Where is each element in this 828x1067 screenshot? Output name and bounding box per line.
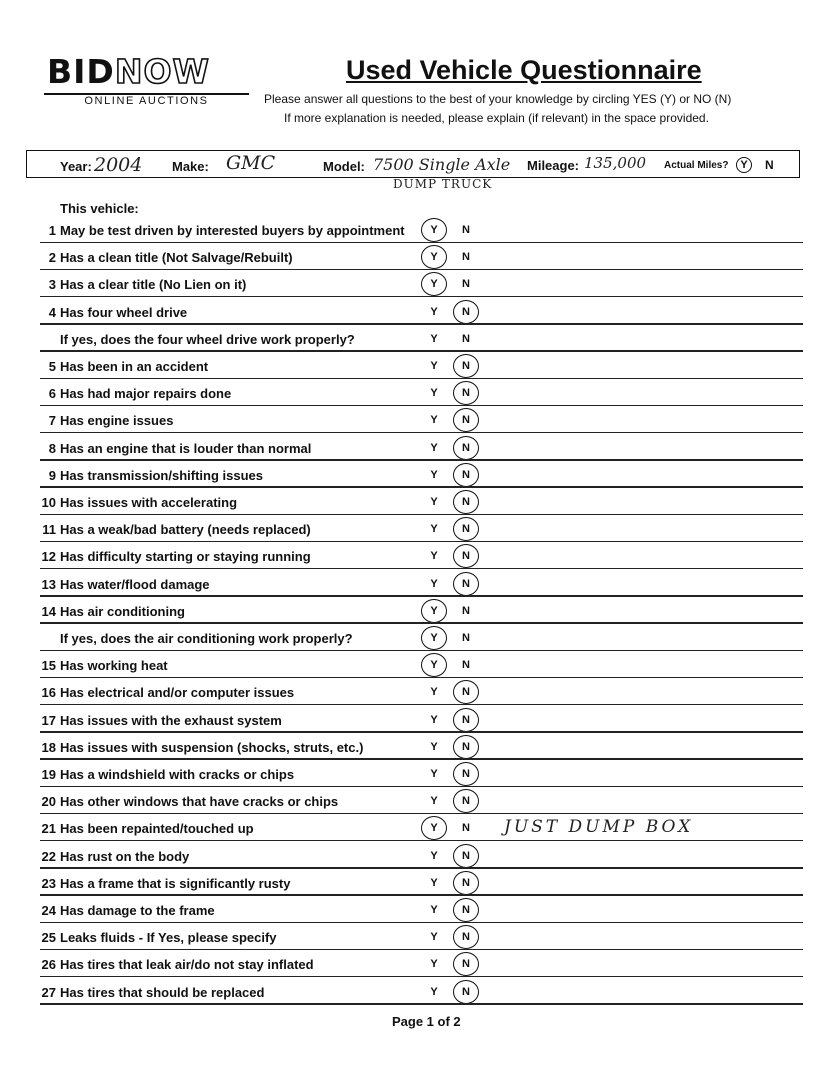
question-row bbox=[40, 814, 803, 841]
answer-no-circle bbox=[453, 952, 479, 976]
answer-yes-option[interactable]: Y bbox=[430, 332, 438, 345]
answer-no-option[interactable]: N bbox=[462, 414, 470, 427]
question-row bbox=[40, 216, 803, 243]
question-text: Has transmission/shifting issues bbox=[60, 467, 264, 483]
answer-no-circle bbox=[453, 354, 479, 378]
question-row bbox=[40, 325, 803, 352]
question-text: Has working heat bbox=[60, 658, 168, 674]
question-number: 18 bbox=[41, 739, 56, 755]
question-number: 13 bbox=[41, 576, 56, 592]
answer-no-option[interactable]: N bbox=[462, 523, 470, 536]
question-row bbox=[40, 678, 803, 705]
answer-yes-option[interactable]: Y bbox=[430, 414, 438, 427]
answer-no-option[interactable]: N bbox=[462, 305, 470, 318]
answer-yes-circle bbox=[421, 245, 447, 269]
question-row bbox=[40, 542, 803, 569]
question-number: 9 bbox=[48, 467, 56, 483]
answer-yes-option[interactable]: Y bbox=[430, 740, 438, 753]
answer-no-option[interactable]: N bbox=[462, 659, 470, 672]
question-number: 24 bbox=[41, 903, 56, 918]
question-row bbox=[40, 787, 803, 814]
question-text: Has other windows that have cracks or chips bbox=[60, 794, 339, 810]
answer-yes-circle bbox=[421, 653, 447, 677]
answer-no-circle bbox=[453, 980, 479, 1004]
question-row bbox=[40, 597, 803, 624]
question-text: Has difficulty starting or staying running bbox=[60, 549, 311, 565]
answer-yes-option[interactable]: Y bbox=[430, 550, 438, 563]
question-text: If yes, does the four wheel drive work properly? bbox=[60, 331, 355, 347]
answer-no-circle bbox=[453, 381, 479, 405]
question-text: Has issues with suspension (shocks, struts, etc.) bbox=[60, 739, 364, 755]
instruction-line-1: Please answer all questions to the best of your knowledge by circling YES (Y) or NO (N) bbox=[264, 92, 732, 106]
question-text: If yes, does the air conditioning work properly? bbox=[60, 631, 353, 646]
question-row bbox=[40, 842, 803, 869]
answer-no-option[interactable]: N bbox=[462, 577, 470, 590]
question-row bbox=[40, 298, 803, 325]
question-number: 22 bbox=[41, 848, 56, 864]
question-number: 23 bbox=[41, 875, 56, 891]
question-row bbox=[40, 352, 803, 379]
answer-no-option[interactable]: N bbox=[462, 251, 470, 264]
answer-no-option[interactable]: N bbox=[462, 849, 470, 862]
question-row bbox=[40, 406, 803, 433]
answer-no-circle bbox=[453, 436, 479, 460]
question-row bbox=[40, 570, 803, 597]
logo-subtitle: ONLINE AUCTIONS bbox=[84, 95, 209, 107]
question-number: 10 bbox=[41, 495, 56, 510]
handwritten-note[interactable]: JUST DUMP BOX bbox=[504, 817, 694, 838]
answer-yes-circle bbox=[421, 218, 447, 242]
answer-yes-option[interactable]: Y bbox=[430, 876, 438, 889]
question-row bbox=[40, 379, 803, 406]
answer-yes-option[interactable]: Y bbox=[430, 931, 438, 944]
question-number: 14 bbox=[41, 603, 56, 619]
page-title: Used Vehicle Questionnaire bbox=[346, 55, 702, 85]
year-value[interactable]: 2004 bbox=[94, 154, 143, 176]
answer-no-option[interactable]: N bbox=[462, 278, 470, 291]
question-text: Has four wheel drive bbox=[60, 304, 188, 320]
question-text: Has damage to the frame bbox=[60, 903, 215, 918]
question-row bbox=[40, 488, 803, 515]
answer-no-option[interactable]: N bbox=[462, 332, 470, 345]
answer-no-option[interactable]: N bbox=[462, 768, 470, 780]
answer-yes-option[interactable]: Y bbox=[430, 713, 438, 726]
answer-no-circle bbox=[453, 300, 479, 324]
question-number: 19 bbox=[41, 767, 56, 782]
question-number: 15 bbox=[41, 658, 56, 674]
answer-no-circle bbox=[453, 572, 479, 596]
answer-yes-option[interactable]: Y bbox=[430, 251, 438, 264]
answer-no-circle bbox=[453, 490, 479, 514]
answer-yes-option[interactable]: Y bbox=[430, 604, 438, 617]
question-row bbox=[40, 923, 803, 950]
answer-no-circle bbox=[453, 680, 479, 704]
question-text: Has issues with the exhaust system bbox=[60, 712, 282, 728]
row-divider bbox=[40, 1003, 803, 1005]
answer-no-circle bbox=[453, 735, 479, 759]
question-number: 20 bbox=[41, 794, 56, 810]
question-text: Has a weak/bad battery (needs replaced) bbox=[60, 522, 311, 538]
question-row bbox=[40, 869, 803, 896]
answer-no-circle bbox=[453, 925, 479, 949]
answer-yes-option[interactable]: Y bbox=[430, 523, 438, 536]
answer-no-option[interactable]: N bbox=[462, 713, 470, 726]
answer-yes-circle bbox=[421, 599, 447, 623]
answer-yes-option[interactable]: Y bbox=[430, 441, 438, 454]
answer-no-option[interactable]: N bbox=[462, 876, 470, 889]
answer-no-option[interactable]: N bbox=[462, 224, 470, 236]
answer-no-option[interactable]: N bbox=[462, 468, 470, 481]
answer-yes-option[interactable]: Y bbox=[430, 496, 438, 508]
instruction-line-2: If more explanation is needed, please explain (if relevant) in the space provided. bbox=[284, 111, 709, 125]
question-text: Has a clear title (No Lien on it) bbox=[60, 277, 247, 293]
answer-yes-option[interactable]: Y bbox=[430, 904, 438, 916]
answer-yes-option[interactable]: Y bbox=[430, 768, 438, 780]
question-number: 3 bbox=[48, 277, 56, 293]
answer-yes-circle bbox=[421, 272, 447, 296]
question-number: 8 bbox=[48, 440, 56, 456]
answer-no-circle bbox=[453, 898, 479, 922]
question-number: 5 bbox=[48, 359, 56, 374]
answer-no-circle bbox=[453, 408, 479, 432]
answer-yes-option[interactable]: Y bbox=[430, 985, 438, 998]
question-row bbox=[40, 706, 803, 733]
answer-yes-option[interactable]: Y bbox=[430, 849, 438, 862]
model-label: Model: bbox=[323, 159, 365, 174]
answer-yes-option[interactable]: Y bbox=[430, 305, 438, 318]
answer-no-option[interactable]: N bbox=[462, 904, 470, 916]
answer-no-circle bbox=[453, 708, 479, 732]
make-value[interactable]: GMC bbox=[226, 152, 276, 174]
model-value-line2[interactable]: DUMP TRUCK bbox=[393, 177, 493, 191]
question-number: 27 bbox=[41, 984, 56, 1000]
question-text: Has rust on the body bbox=[60, 848, 190, 864]
actual-miles-yes-circled[interactable]: Y bbox=[736, 157, 752, 173]
answer-no-circle bbox=[453, 463, 479, 487]
answer-yes-option[interactable]: Y bbox=[430, 387, 438, 400]
question-number: 25 bbox=[41, 930, 56, 946]
answer-yes-option[interactable]: Y bbox=[430, 822, 438, 835]
answer-yes-option[interactable]: Y bbox=[430, 468, 438, 481]
answer-no-option[interactable]: N bbox=[462, 441, 470, 454]
question-row bbox=[40, 978, 803, 1005]
answer-no-option[interactable]: N bbox=[462, 604, 470, 617]
mileage-label: Mileage: bbox=[527, 158, 580, 173]
question-number: 2 bbox=[48, 250, 56, 266]
answer-yes-option[interactable]: Y bbox=[430, 795, 438, 808]
question-number: 11 bbox=[42, 522, 56, 538]
question-number: 21 bbox=[41, 821, 56, 837]
question-row bbox=[40, 950, 803, 977]
question-number: 26 bbox=[41, 957, 56, 973]
question-text: Has water/flood damage bbox=[60, 576, 210, 592]
question-row bbox=[40, 461, 803, 488]
question-number: 12 bbox=[41, 549, 56, 565]
question-row bbox=[40, 733, 803, 760]
answer-yes-option[interactable]: Y bbox=[430, 360, 438, 372]
actual-miles-label: Actual Miles? bbox=[664, 160, 729, 171]
year-label: Year: bbox=[60, 159, 92, 174]
answer-yes-circle bbox=[421, 816, 447, 840]
question-text: Has been repainted/touched up bbox=[60, 821, 254, 837]
question-row bbox=[40, 243, 803, 270]
answer-yes-option[interactable]: Y bbox=[430, 278, 438, 291]
question-number: 4 bbox=[48, 304, 56, 320]
answer-no-circle bbox=[453, 544, 479, 568]
answer-yes-option[interactable]: Y bbox=[430, 224, 438, 236]
logo-outline-text: NOW bbox=[114, 52, 210, 91]
answer-no-option[interactable]: N bbox=[462, 632, 470, 644]
question-text: Has air conditioning bbox=[60, 603, 185, 619]
question-text: Has been in an accident bbox=[60, 359, 209, 374]
answer-no-option[interactable]: N bbox=[462, 822, 470, 835]
question-text: Has a clean title (Not Salvage/Rebuilt) bbox=[60, 250, 293, 266]
question-number: 16 bbox=[41, 685, 56, 701]
answer-yes-option[interactable]: Y bbox=[430, 686, 438, 699]
question-number: 1 bbox=[48, 223, 56, 238]
question-text: Has had major repairs done bbox=[60, 386, 232, 402]
answer-yes-circle bbox=[421, 626, 447, 650]
question-number: 17 bbox=[41, 712, 56, 728]
question-row bbox=[40, 624, 803, 651]
answer-yes-option[interactable]: Y bbox=[430, 659, 438, 672]
make-label: Make: bbox=[172, 159, 209, 174]
answer-no-circle bbox=[453, 517, 479, 541]
question-text: Has a frame that is significantly rusty bbox=[60, 875, 291, 891]
question-row bbox=[40, 270, 803, 297]
answer-no-circle bbox=[453, 871, 479, 895]
question-text: Has engine issues bbox=[60, 413, 174, 429]
question-text: Has electrical and/or computer issues bbox=[60, 685, 295, 701]
answer-no-option[interactable]: N bbox=[462, 958, 470, 971]
logo-bold-text: BID bbox=[47, 52, 115, 91]
question-text: Has an engine that is louder than normal bbox=[60, 440, 312, 456]
answer-no-circle bbox=[453, 762, 479, 786]
question-row bbox=[40, 434, 803, 461]
answer-no-circle bbox=[453, 789, 479, 813]
section-label: This vehicle: bbox=[60, 201, 139, 216]
actual-miles-no[interactable]: N bbox=[765, 158, 774, 172]
answer-yes-option[interactable]: Y bbox=[430, 632, 438, 644]
answer-no-option[interactable]: N bbox=[462, 686, 470, 699]
answer-yes-option[interactable]: Y bbox=[430, 958, 438, 971]
question-text: May be test driven by interested buyers by appointment bbox=[60, 223, 405, 238]
question-number: 7 bbox=[48, 413, 56, 429]
answer-no-option[interactable]: N bbox=[462, 931, 470, 944]
answer-no-option[interactable]: N bbox=[462, 985, 470, 998]
page-number: Page 1 of 2 bbox=[392, 1014, 461, 1029]
answer-no-option[interactable]: N bbox=[462, 740, 470, 753]
answer-no-circle bbox=[453, 844, 479, 868]
answer-no-option[interactable]: N bbox=[462, 550, 470, 563]
answer-yes-option[interactable]: Y bbox=[430, 577, 438, 590]
model-value[interactable]: 7500 Single Axle bbox=[373, 155, 511, 174]
bidnow-logo bbox=[47, 52, 210, 92]
question-number: 6 bbox=[48, 386, 56, 402]
question-row bbox=[40, 515, 803, 542]
question-text: Leaks fluids - If Yes, please specify bbox=[60, 930, 277, 946]
question-text: Has issues with accelerating bbox=[60, 495, 238, 510]
question-row bbox=[40, 896, 803, 923]
answer-no-option[interactable]: N bbox=[462, 387, 470, 400]
mileage-value[interactable]: 135,000 bbox=[584, 154, 647, 172]
question-text: Has tires that leak air/do not stay inflated bbox=[60, 957, 314, 973]
question-row bbox=[40, 651, 803, 678]
answer-no-option[interactable]: N bbox=[462, 795, 470, 808]
question-text: Has tires that should be replaced bbox=[60, 984, 265, 1000]
answer-no-option[interactable]: N bbox=[462, 496, 470, 508]
question-text: Has a windshield with cracks or chips bbox=[60, 767, 295, 782]
question-row bbox=[40, 760, 803, 787]
answer-no-option[interactable]: N bbox=[462, 360, 470, 372]
